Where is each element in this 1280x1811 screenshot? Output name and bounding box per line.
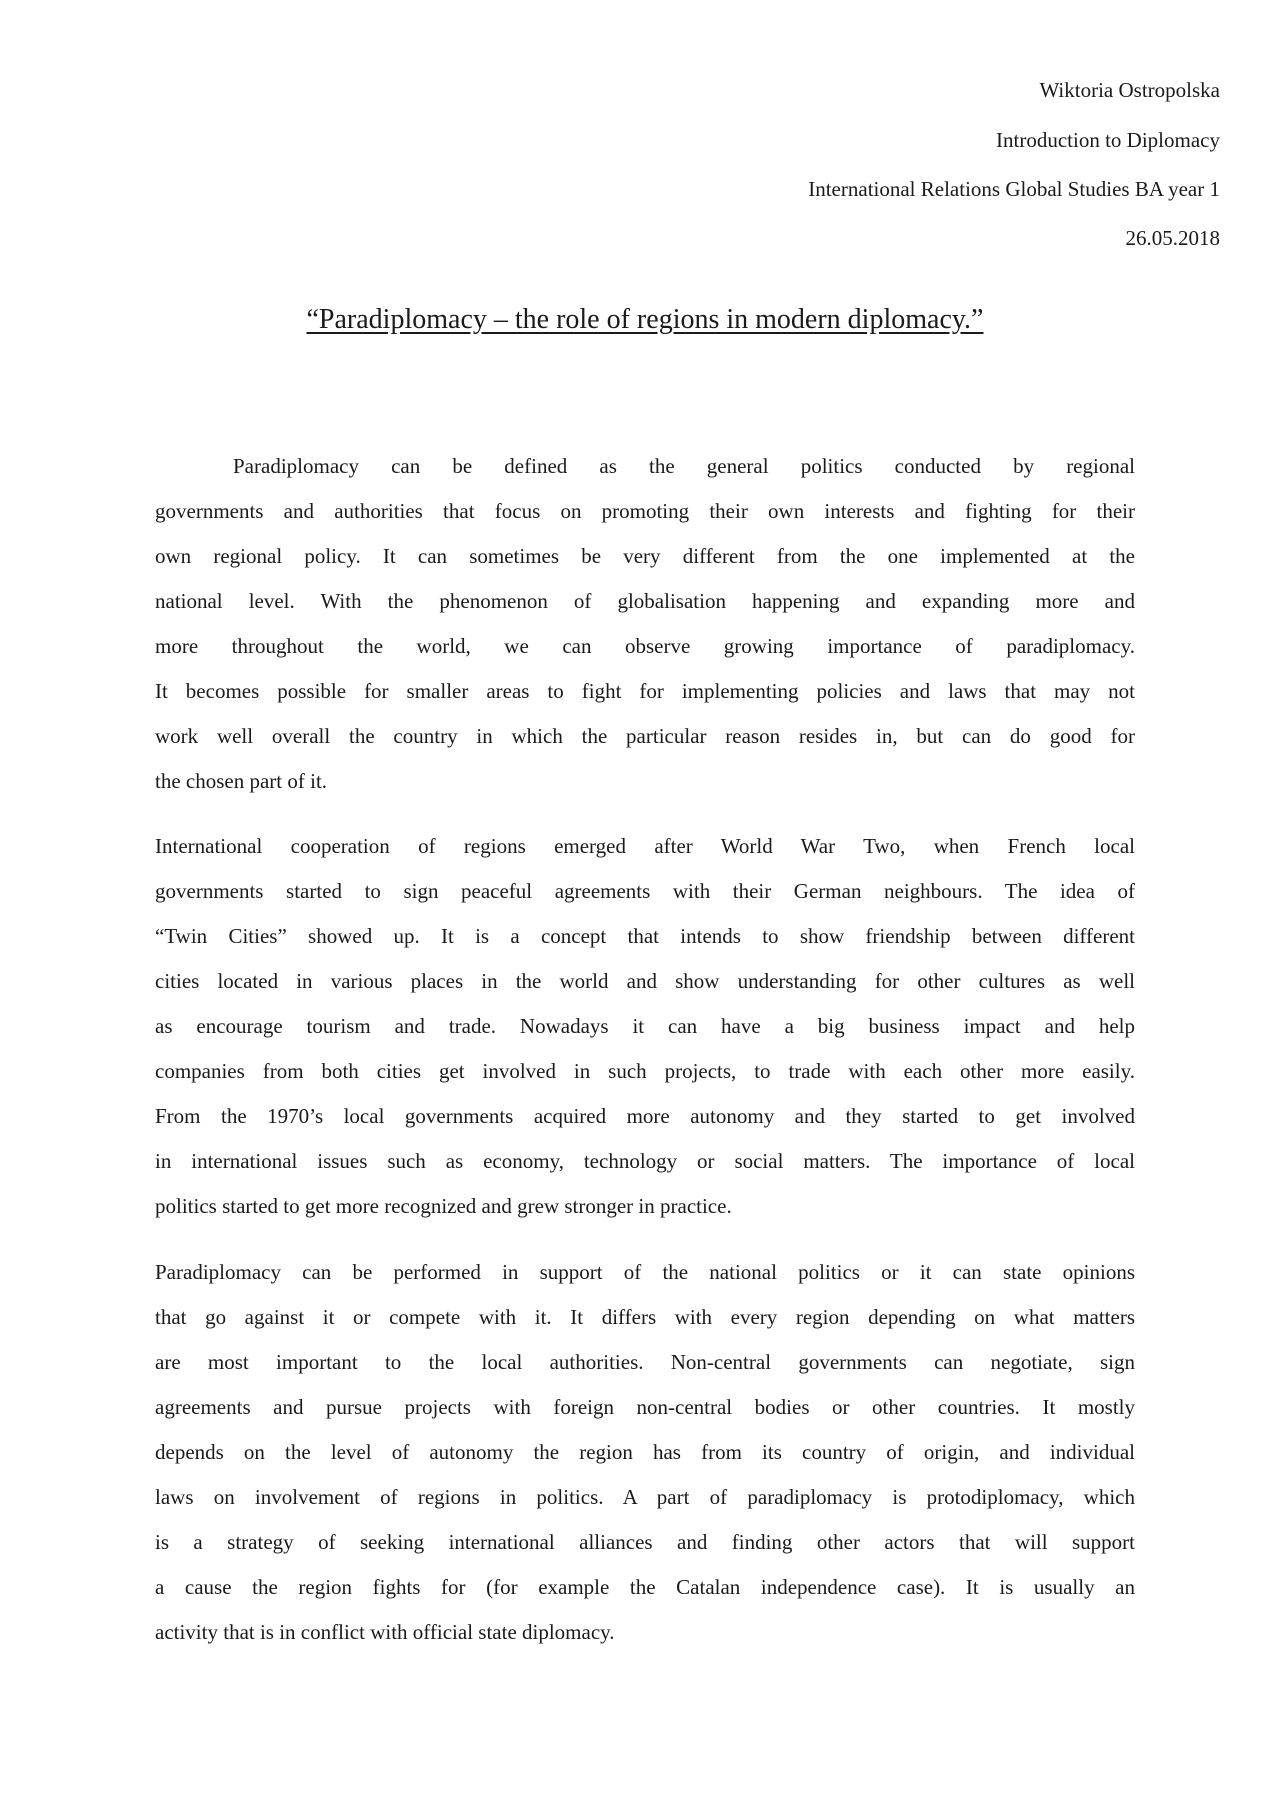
text-line: Paradiplomacy can be defined as the general politics conducted by regional — [233, 454, 1135, 478]
paragraph-1 — [155, 444, 1135, 804]
text-line: own regional policy. It can sometimes be very different from the one implemented at the — [155, 544, 1135, 568]
text-line: It becomes possible for smaller areas to fight for implementing policies and laws that may not — [155, 679, 1135, 703]
text-line: is a strategy of seeking international alliances and finding other actors that will support — [155, 1530, 1135, 1554]
text-line: agreements and pursue projects with foreign non-central bodies or other countries. It mostly — [155, 1395, 1135, 1419]
paragraph-3 — [155, 1250, 1135, 1655]
course-name: Introduction to Diplomacy — [996, 128, 1220, 152]
text-line: International cooperation of regions emerged after World War Two, when French local — [155, 834, 1135, 858]
text-line: more throughout the world, we can observe growing importance of paradiplomacy. — [155, 634, 1135, 658]
text-line: “Twin Cities” showed up. It is a concept that intends to show friendship between different — [155, 924, 1135, 948]
text-line: governments started to sign peaceful agreements with their German neighbours. The idea of — [155, 879, 1135, 903]
text-line: a cause the region fights for (for example the Catalan independence case). It is usually an — [155, 1575, 1135, 1599]
text-line: depends on the level of autonomy the region has from its country of origin, and individual — [155, 1440, 1135, 1464]
text-line: in international issues such as economy, technology or social matters. The importance of local — [155, 1149, 1135, 1173]
text-line: From the 1970’s local governments acquired more autonomy and they started to get involved — [155, 1104, 1135, 1128]
text-line: as encourage tourism and trade. Nowadays it can have a big business impact and help — [155, 1014, 1135, 1038]
document-date: 26.05.2018 — [1125, 226, 1220, 250]
text-line: politics started to get more recognized and grew stronger in practice. — [155, 1194, 732, 1218]
text-line: cities located in various places in the world and show understanding for other cultures as well — [155, 969, 1135, 993]
text-line: national level. With the phenomenon of globalisation happening and expanding more and — [155, 589, 1135, 613]
text-line: governments and authorities that focus on promoting their own interests and fighting for their — [155, 499, 1135, 523]
text-line: are most important to the local authorities. Non-central governments can negotiate, sign — [155, 1350, 1135, 1374]
paragraph-2 — [155, 824, 1135, 1229]
text-line: that go against it or compete with it. It differs with every region depending on what matters — [155, 1305, 1135, 1329]
text-line: the chosen part of it. — [155, 769, 328, 793]
author-name: Wiktoria Ostropolska — [1039, 78, 1220, 102]
text-line: work well overall the country in which the particular reason resides in, but can do good for — [155, 724, 1135, 748]
text-line: companies from both cities get involved in such projects, to trade with each other more easily. — [155, 1059, 1135, 1083]
document-title: “Paradiplomacy – the role of regions in modern diplomacy.” — [306, 304, 984, 335]
program-name: International Relations Global Studies BA year 1 — [808, 177, 1220, 201]
text-line: Paradiplomacy can be performed in support of the national politics or it can state opinions — [155, 1260, 1135, 1284]
text-line: activity that is in conflict with official state diplomacy. — [155, 1620, 615, 1644]
text-line: laws on involvement of regions in politics. A part of paradiplomacy is protodiplomacy, which — [155, 1485, 1135, 1509]
